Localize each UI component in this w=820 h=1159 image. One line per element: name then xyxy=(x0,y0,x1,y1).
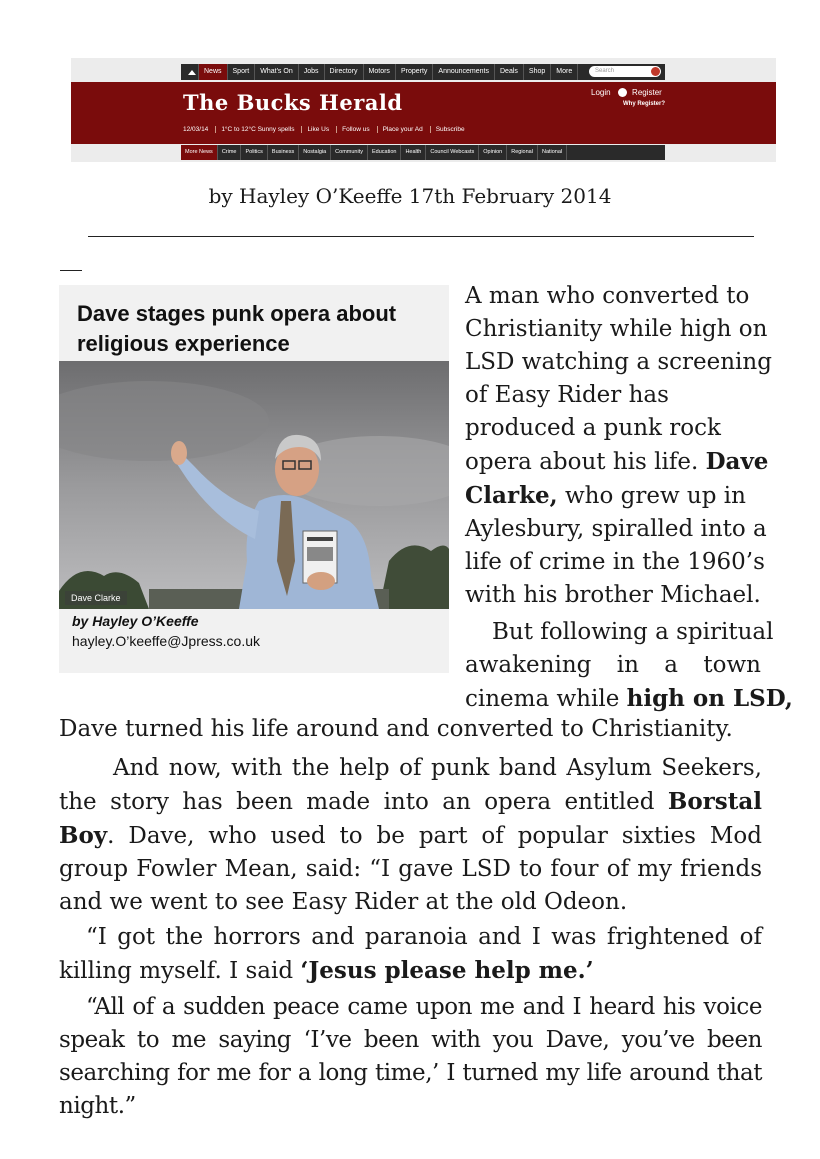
login-link: Login xyxy=(591,88,611,97)
home-icon xyxy=(185,64,199,80)
clipping-headline: Dave stages punk opera about religious experience xyxy=(77,301,397,356)
text-run: “All of a sudden peace came upon me and I heard his voice speak to me saying ‘I’ve been with you Dave, you’ve been searching for me for a long time,’ I turned my life around that night.” xyxy=(59,994,762,1119)
article-line: LSD watching a screening xyxy=(465,349,772,375)
paragraph-5 xyxy=(59,991,762,1123)
info-bar xyxy=(183,126,477,133)
text-run: who grew up in xyxy=(557,483,746,509)
nav-item-announcements: Announcements xyxy=(433,64,495,80)
paragraph-4 xyxy=(59,921,762,988)
article-line: with his brother Michael. xyxy=(465,582,761,608)
clipping-email: hayley.O’keeffe@Jpress.co.uk xyxy=(72,633,261,649)
bold-name: Dave xyxy=(705,448,769,475)
nav-item-jobs: Jobs xyxy=(299,64,325,80)
subnav-item: Health xyxy=(401,145,426,160)
bold-title: Borstal Boy xyxy=(59,788,762,849)
website-header-screenshot xyxy=(71,58,776,162)
register-link: Register xyxy=(632,88,662,97)
nav-item-shop: Shop xyxy=(524,64,551,80)
text-run: opera about his life. xyxy=(465,449,706,475)
article-line: of Easy Rider has xyxy=(465,382,669,408)
subnav-item: Regional xyxy=(507,145,538,160)
search-input xyxy=(589,66,661,77)
article-column xyxy=(465,280,793,716)
article-clipping xyxy=(59,285,449,673)
nav-item-more: More xyxy=(551,64,578,80)
byline: by Hayley O’Keeffe 17th February 2014 xyxy=(208,184,612,208)
photo-caption: Dave Clarke xyxy=(65,591,127,605)
masthead xyxy=(71,82,776,144)
login-area xyxy=(591,88,662,97)
search-placeholder: Search xyxy=(595,68,615,74)
article-photo xyxy=(59,361,449,609)
article-line-full xyxy=(59,713,762,746)
article-line xyxy=(465,445,769,479)
subnav-item: National xyxy=(538,145,567,160)
bold-name: Clarke, xyxy=(465,482,558,509)
subnav-item: More News xyxy=(181,145,218,160)
article-line xyxy=(465,479,761,513)
info-subscribe: Subscribe xyxy=(435,126,465,133)
article-line: Dave turned his life around and converted to Christianity. xyxy=(59,716,733,742)
nav-item-news: News xyxy=(199,64,228,80)
info-like-us: Like Us xyxy=(307,126,337,133)
bold-phrase: high on LSD, xyxy=(626,685,793,712)
subnav-item: Council Webcasts xyxy=(426,145,479,160)
user-icon xyxy=(618,88,627,97)
paragraph-3 xyxy=(59,752,762,919)
photo-illustration xyxy=(59,361,449,609)
top-nav xyxy=(181,64,665,80)
site-logo: The Bucks Herald xyxy=(183,90,403,115)
article-line: A man who converted to xyxy=(465,283,750,309)
subnav-item: Nostalgia xyxy=(299,145,331,160)
subnav-item: Business xyxy=(268,145,299,160)
text-run: “I got the horrors and paranoia and I was frightened of killing myself. I said xyxy=(59,924,762,984)
info-weather: 1°C to 12°C Sunny spells xyxy=(221,126,302,133)
bold-quote: ‘Jesus please help me.’ xyxy=(300,957,594,984)
info-follow-us: Follow us xyxy=(342,126,377,133)
article-line xyxy=(465,682,793,716)
subnav-item: Crime xyxy=(218,145,242,160)
nav-item-whats-on: What's On xyxy=(255,64,298,80)
clipping-author: by Hayley O’Keeffe xyxy=(72,613,199,629)
article-line: produced a punk rock xyxy=(465,415,721,441)
nav-item-deals: Deals xyxy=(495,64,524,80)
article-line: awakening in a town xyxy=(465,652,761,678)
divider-dash xyxy=(60,270,82,271)
subnav-item: Politics xyxy=(241,145,267,160)
nav-item-motors: Motors xyxy=(364,64,396,80)
search-icon xyxy=(651,67,660,76)
info-date: 12/03/14 xyxy=(183,126,216,133)
article-line: life of crime in the 1960’s xyxy=(465,549,765,575)
article-line: Aylesbury, spiralled into a xyxy=(465,516,767,542)
why-register-link: Why Register? xyxy=(623,101,666,107)
text-run: cinema while xyxy=(465,686,627,712)
nav-item-sport: Sport xyxy=(228,64,256,80)
article-line: But following a spiritual xyxy=(492,619,774,645)
text-run: . Dave, who used to be part of popular sixties Mod group Fowler Mean, said: “I gave LSD to four of my friends and we went to see Easy Rider at the old Odeon. xyxy=(59,823,762,915)
info-place-ad: Place your Ad xyxy=(383,126,431,133)
divider-rule xyxy=(88,236,754,237)
nav-item-directory: Directory xyxy=(325,64,364,80)
article-line: Christianity while high on xyxy=(465,316,768,342)
subnav-item: Opinion xyxy=(479,145,507,160)
subnav-item: Education xyxy=(368,145,401,160)
subnav-item: Community xyxy=(331,145,368,160)
sub-nav xyxy=(181,145,665,160)
nav-item-property: Property xyxy=(396,64,433,80)
text-run: And now, with the help of punk band Asylum Seekers, the story has been made into an opera entitled xyxy=(59,755,762,815)
